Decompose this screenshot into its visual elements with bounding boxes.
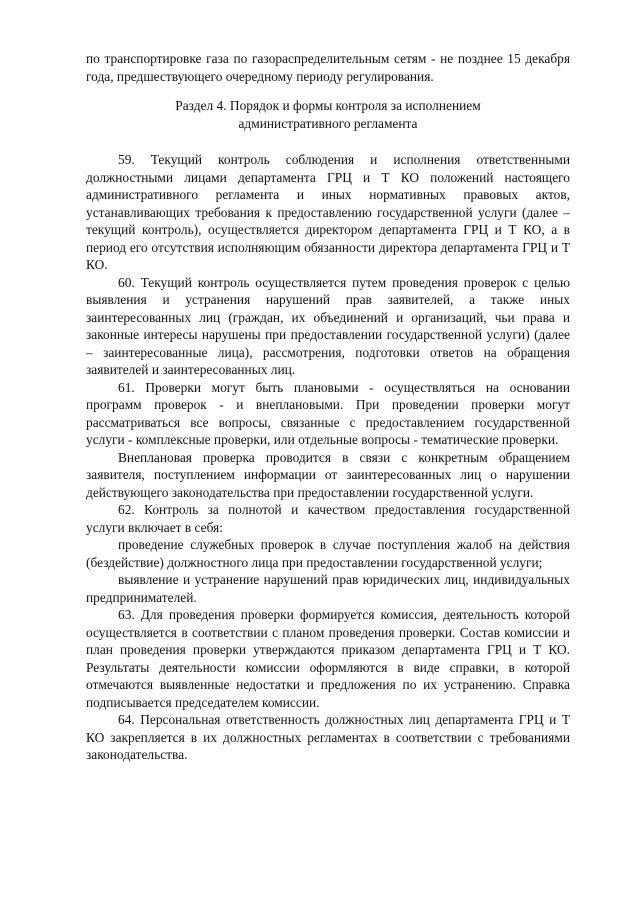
paragraph-unscheduled-check: Внеплановая проверка проводится в связи с конкретным обращением заявителя, поступлением информации от заинтересованных лиц о нарушении действующего законодательства при предоставлении государственной услуги. [86, 449, 570, 500]
document-page [86, 50, 570, 764]
intro-paragraph: по транспортировке газа по газораспределительным сетям - не позднее 15 декабря года, предшествующего очередному периоду регулирования. [86, 51, 570, 84]
paragraph-59: 59. Текущий контроль соблюдения и исполнения ответственными должностными лицами департамента ГРЦ и Т КО положений настоящего административного регламента и иных нормативных правовых актов, устанавливающих требования к предоставлению государственной услуги (далее – текущий контроль), осуществляется директором департамента ГРЦ и Т КО, а в период его отсутствия исполняющим обязанности директора департамента ГРЦ и Т КО. [86, 152, 570, 272]
paragraph-60: 60. Текущий контроль осуществляется путем проведения проверок с целью выявления и устранения нарушений прав заявителей, а также иных заинтересованных лиц (граждан, их объединений и организаций, чьи права и законные интересы нарушены при предоставлении государственной услуги) (далее – заинтересованные лица), рассмотрения, подготовки ответов на обращения заявителей и заинтересованных лиц. [86, 274, 570, 377]
section-heading [86, 97, 570, 132]
section-heading-line2: административного регламента [238, 115, 418, 131]
paragraph-62-item-2: выявление и устранение нарушений прав юридических лиц, индивидуальных предпринимателей. [86, 572, 570, 605]
paragraph-64: 64. Персональная ответственность должностных лиц департамента ГРЦ и Т КО закрепляется в их должностных регламентах в соответствии с требованиями законодательства. [86, 712, 570, 762]
paragraph-62: 62. Контроль за полнотой и качеством предоставления государственной услуги включает в себя: [86, 502, 570, 535]
section-heading-line1: Раздел 4. Порядок и формы контроля за исполнением [175, 98, 481, 113]
paragraph-62-item-1: проведение служебных проверок в случае поступления жалоб на действия (бездействие) должностного лица при предоставлении государственной услуги; [86, 537, 570, 570]
paragraph-63: 63. Для проведения проверки формируется комиссия, деятельность которой осуществляется в соответствии с планом проведения проверки. Состав комиссии и план проведения проверки утверждаются приказом департамента ГРЦ и Т КО. Результаты деятельности комиссии оформляются в виде справки, в которой отмечаются выявленные недостатки и предложения по их устранению. Справка подписывается председателем комиссии. [86, 607, 570, 710]
paragraph-61: 61. Проверки могут быть плановыми - осуществляться на основании программ проверок - и внеплановыми. При проведении проверки могут рассматриваться все вопросы, связанные с предоставлением государственной услуги - комплексные проверки, или отдельные вопросы - тематические проверки. [86, 379, 570, 447]
